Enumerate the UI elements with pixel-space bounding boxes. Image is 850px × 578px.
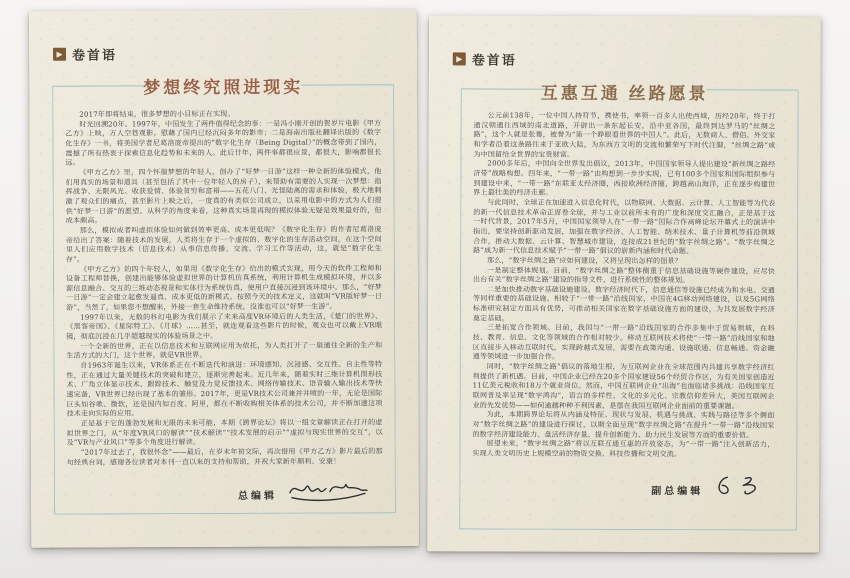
editor-signature: [285, 476, 369, 504]
play-triangle-icon: ▶: [453, 52, 466, 65]
paragraph: 2000多年后，中国向全世界发出倡议，2013年，中国国家领导人提出建设“新丝绸之路经济带”战略构想。四年来，“一带一路”由构想到一步步实现，已有100多个国家和国际组织参与到建设中来，“一带一路”东联亚太经济圈，西接欧洲经济圈，跨越高山海洋，正在逐步构建世界上最壮美的经济走廊。: [473, 159, 776, 197]
section-label: [453, 49, 517, 68]
paragraph: 公元前138年，一位中国人持符节，携使书，率领一百多人出使西域，历经20年，终于打通汉朝通往西域的南北道路，开辟出一条东起长安，沿中亚各国，最终到达罗马的“丝绸之路”，这个人就是张骞，被誉为“第一个睁眼看世界的中国人”。此后，无数商人、僧侣、外交家和学者沿着这条路往来于亚欧大陆，为东西方文明的交流和繁荣写下时代注脚，“丝绸之路”成为中国留给全世界的宝贵财富。: [473, 111, 776, 159]
section-label-text: 卷首语: [471, 52, 517, 68]
paragraph: 2017年即将结束，很多梦想的小目标正在实现。: [79, 109, 235, 119]
paragraph: 自1963年诞生以来，VR体系正在不断迭代和演进：环境感知、沉浸感、交互性、自主性等特性，正在通过大量关键技术的突破和建立，逐渐完善起来。近几年来，随着实时三维计算机图形技术、广角立体显示技术、跟踪技术、触觉及力觉反馈技术、网络传输技术、语音输入输出技术等快速完备，VR世界已经出现了基本的雏形。2017年，更是VR技术公司兼并井喷的一年，无论是国际巨头如谷歌、微软，还是国内如百度、阿里，都在不断收购相关体系的技术公司，并不断加速这项技术走向实际的应用。: [66, 360, 383, 419]
paragraph: 正是基于它的蓬勃发展和无限的未来可能，本期《跨界论坛》将以一组文章解读正在打开的虚拟世界之门，从“年度VR风口的解读”“技术解读”“技术发展的启示”“虚拟与现实世界的交互”，以及“VR与产业风口”等多个角度进行解读。: [66, 418, 383, 448]
page-left: [29, 9, 419, 548]
paragraph: 时光回溯20年。1997年，中国发生了两件值得纪念的事：一是冯小刚开创的贺岁片电影《甲方乙方》上映，万人空巷观影，慰藉了国内已经沉闷多年的影市；二是海南出版社翻译出版的《数字化生存》一书，将美国学者尼葛洛庞帝提出的“数字化生存（Being Digital）”的概念带到了国内，震撼了所有热衷于探索信息化趋势和未来的人。此后廿年，两件事都很应景，都很大，影响都很长远。: [65, 118, 382, 167]
page-title: 梦想终究照进现实: [143, 77, 304, 98]
paragraph: 展望未来，“数字丝绸之路”将以互联互通互惠的开放姿态，为“一带一路”注入创新活力，实现人类文明历史上规模空前的物资交换、科技传播和文明交流。: [472, 439, 775, 459]
byline-role: 总编辑: [237, 490, 277, 502]
byline-editor: [238, 476, 369, 505]
paragraph: 三是拓宽合作领域。目前，我国与“一带一路”沿线国家的合作多集中于贸易领域，在科技、教育、信息、文化等领域的合作相对较少。移动互联网技术将使“一带一路”沿线国家和地区直接步入移动互联时代，实现跨越式发展，需要在政策沟通、设施联通、信息畅通、资金融通等领域进一步加强合作。: [472, 323, 775, 362]
byline-deputy-editor: [651, 472, 769, 500]
deputy-editor-signature: [711, 472, 769, 500]
page-right: [427, 15, 821, 552]
section-label-text: 卷首语: [71, 47, 118, 63]
paragraph: 与此同时，全球正在加速进入信息化时代，以物联网、大数据、云计算、人工智能等为代表的新一代信息技术革命正席卷全球，并与工业以前所未有的广度和深度交汇融合，正是基于这一时代背景，2017年5月，中国国家领导人在“一带一路”国际合作高峰论坛开幕式上的演讲中指出，要坚持创新驱动发展，加强在数字经济、人工智能、纳米技术、量子计算机等前沿领域合作，推动大数据、云计算、智慧城市建设，连接成21世纪的“数字丝绸之路”。“数字丝绸之路”成为新一代信息技术赋予“一带一路”倡议的崭新内涵和时代命题。: [473, 198, 776, 256]
paragraph: 《甲方乙方》的四个年轻人，如果用《数字化生存》给出的模式实现，用今天的软件工程师和设备工程师替换，创建出能够体验虚拟世界的计算机仿真系统，利用计算机生成模拟环境，并以多源信息融合、交互的三维动态视景和实体行为系统仿真，使用户直接沉浸到该环境中。那么，“好梦一日游”一定会建立起愈发逼真、成本更低的新模式。按照今天的技术定义，这就叫“VR版好梦一日游”，当然了，如果您不想醒来，外接一套生命维持系统，没准也可以“好梦一生游”。: [65, 263, 383, 312]
byline-role: 副总编辑: [651, 486, 704, 498]
page-title: 互惠互通 丝路愿景: [540, 83, 709, 104]
article-body: [65, 109, 383, 468]
paragraph: 一是制定整体规划。目前，“数字丝绸之路”整体侧重于信息基础设施等硬件建设，应尽快出台有关“数字丝绸之路”建设的指导文件，进行系统性的整体规划。: [473, 266, 776, 285]
paragraph: 《甲方乙方》里，四个怀揣梦想的年轻人，创办了“好梦一日游”这样一种全新的体验模式，他们用真实的场景和道具（甚至包括了其中一位年轻人的房子），来帮助有需要的人实现一次梦想：指挥战争、无限风光、收获爱情、体验贫穷和富裕——五花八门、光怪陆离的需求和体验，极大地刺激了观众们的痛点，甚至影片上映之后，一度真的有类似公司成立，以采用电影中的方式为人们提供“好梦一日游”的愿望。从科学的角度来看，这种真实场景再现的模拟体验无疑是效果最好的，但成本颇高。: [65, 167, 382, 225]
paragraph: “2017年过去了，我很怀念”——最后，在岁末年初交际，再次借用《甲方乙方》影片最后的那句经典台词，感谢各位读者对本刊一直以来的支持和帮助，并祝大家新年顺利、安康！: [66, 447, 383, 467]
paragraph: 1997年以来，无数的科幻电影为我们展示了未来高度VR环境后的人类生活，《楚门的世界》、《黑客帝国》、《星际特工》、《月球》……甚至，就连观看这些影片的时候，观众也可以戴上VR眼镜，彻底沉浸在几乎超越现实的体验场景之中。: [66, 312, 383, 341]
section-label: [53, 44, 117, 63]
play-triangle-icon: ▶: [53, 48, 66, 61]
paragraph: 那么，模拟或者叫虚拟体验如何做到效率更高、成本更低呢？《数字化生存》的作者尼葛洛庞帝给出了答案：随着技术的发展，人类将生存于一个虚拟的、数字化的生存活动空间，在这个空间里人们应用数字技术（信息技术）从事信息传播、交流、学习工作等活动，这，就是“数字化生存”。: [65, 225, 382, 264]
paragraph: 为此，本期跨界论坛将从内涵及特征、现状与发展、机遇与挑战、实践与路径等多个侧面对“数字丝绸之路”的建设进行探讨，以期全面呈现“数字丝绸之路”在提升“一带一路”沿线国家的数字经济建设能力、盘活经济存量、提升创新能力、助力民生发展等方面的重要价值。: [472, 410, 775, 440]
paragraph: 二是加快推动数字基础设施建设。数字经济时代下，信息通信等设施已经成为和水电、交通等同样重要的基础设施。相较于“一带一路”沿线国家，中国在4G移动网络建设，以及5G网络标准研究制定方面具有优势，可推动相关国家在数字基础设施方面的建设，为其发展数字经济奠定基础。: [472, 285, 775, 323]
paragraph: 一个全新的世界，正在以信息技术和互联网应用为依托，为人类打开了一扇通往全新的生产和生活方式的大门，这个世界，就是VR世界。: [66, 341, 383, 361]
article-body: [472, 111, 775, 460]
paragraph: 同时，“数字丝绸之路”倡议的落地生根，为互联网企业在全球范围内共建共享数字经济红利提供了新机遇。目前，中国企业已经在20多个国家建设56个经贸合作区，为有关国家创造近11亿美元税收和18万个就业岗位。然而，中国互联网企业“出海”也面临诸多挑战：沿线国家互联网普及率呈现“数字鸿沟”，语言的多样性、文化的多元化、宗教信仰差异大，美国互联网企业的先发优势——如何逾越种种不利因素，是摆在我国互联网企业面前的重要课题。: [472, 362, 775, 411]
paragraph: 那么，“数字丝绸之路”应如何建设，又将呈现出怎样的图景？: [487, 256, 682, 266]
